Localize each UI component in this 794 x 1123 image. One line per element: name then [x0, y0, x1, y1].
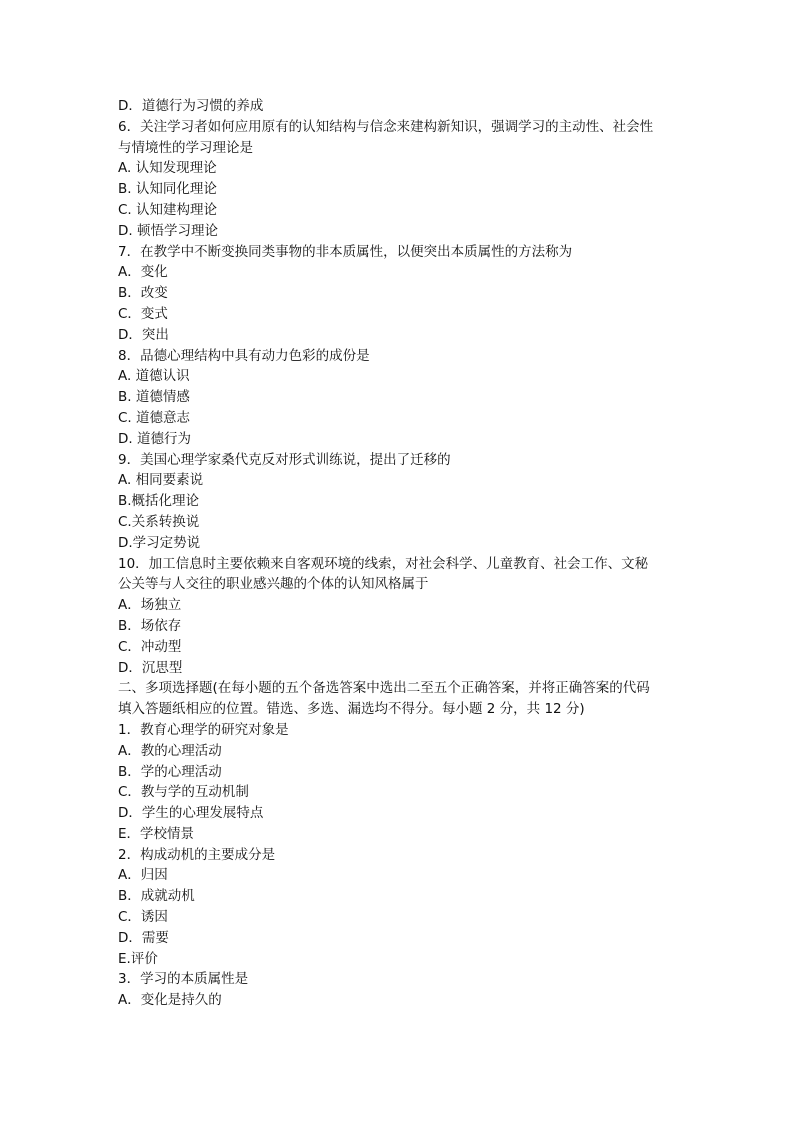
text-line: C．教与学的互动机制 [118, 784, 249, 801]
text-line: D．学生的心理发展特点 [118, 805, 264, 822]
text-line: A．归因 [118, 867, 168, 884]
text-line: 8．品德心理结构中具有动力色彩的成份是 [118, 347, 370, 364]
text-line: E．学校情景 [118, 825, 195, 842]
text-line: B．成就动机 [118, 888, 195, 905]
text-line: 3．学习的本质属性是 [118, 971, 249, 988]
text-line: 10．加工信息时主要依赖来自客观环境的线索，对社会科学、儿童教育、社会工作、文秘 [118, 555, 649, 572]
text-line: B．场依存 [118, 617, 182, 634]
text-line: A. 道德认识 [118, 368, 190, 385]
document-page [118, 96, 698, 1011]
text-line: 7．在教学中不断变换同类事物的非本质属性，以便突出本质属性的方法称为 [118, 243, 573, 260]
text-line: A．场独立 [118, 597, 182, 614]
text-line: A. 认知发现理论 [118, 160, 217, 177]
text-line: C.关系转换说 [118, 513, 200, 530]
text-line: A．变化 [118, 264, 168, 281]
text-line: D. 道德行为 [118, 430, 191, 447]
text-line: A. 相同要素说 [118, 472, 204, 489]
text-line: D. 顿悟学习理论 [118, 222, 218, 239]
text-line: C．诱因 [118, 909, 168, 926]
text-line: 与情境性的学习理论是 [118, 139, 253, 156]
text-line: B. 认知同化理论 [118, 181, 217, 198]
text-line: C. 道德意志 [118, 409, 191, 426]
text-line: 6．关注学习者如何应用原有的认知结构与信念来建构新知识，强调学习的主动性、社会性 [118, 118, 654, 135]
text-line: 填入答题纸相应的位置。错选、多选、漏选均不得分。每小题 2 分，共 12 分) [118, 701, 585, 718]
text-line: 2．构成动机的主要成分是 [118, 846, 276, 863]
text-line: 9．美国心理学家桑代克反对形式训练说，提出了迁移的 [118, 451, 451, 468]
text-line: E.评价 [118, 950, 158, 967]
text-line: 二、多项选择题(在每小题的五个备选答案中选出二至五个正确答案，并将正确答案的代码 [118, 680, 650, 697]
text-line: B. 道德情感 [118, 389, 190, 406]
text-line: C．冲动型 [118, 638, 182, 655]
text-line: 1．教育心理学的研究对象是 [118, 721, 289, 738]
text-line: D.学习定势说 [118, 534, 201, 551]
text-line: D．突出 [118, 326, 169, 343]
text-line: B．改变 [118, 285, 168, 302]
text-line: B．学的心理活动 [118, 763, 222, 780]
text-line: A．教的心理活动 [118, 742, 222, 759]
text-line: B.概括化理论 [118, 493, 200, 510]
text-line: 公关等与人交往的职业感兴趣的个体的认知风格属于 [118, 576, 429, 593]
text-line: D．道德行为习惯的养成 [118, 98, 264, 114]
text-line: C．变式 [118, 305, 168, 322]
text-line: D．沉思型 [118, 659, 183, 676]
text-line: D．需要 [118, 929, 169, 946]
text-line: A．变化是持久的 [118, 992, 222, 1009]
text-line: C. 认知建构理论 [118, 201, 218, 218]
